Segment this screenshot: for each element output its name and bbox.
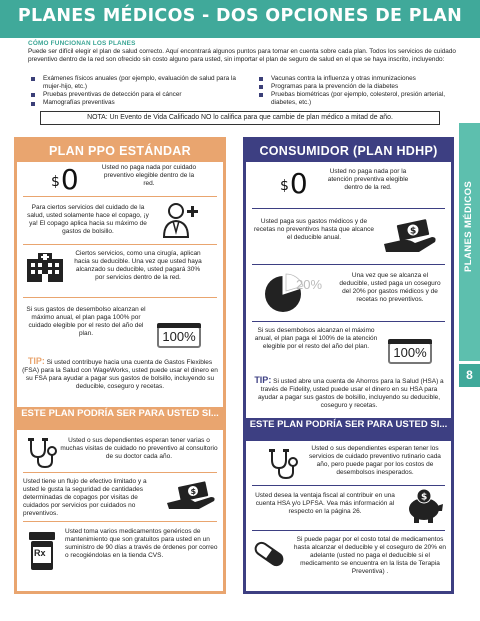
hdhp-item-medications: Si puede pagar por el costo total de medicamentos hasta alcanzar el deducible y el coseguro de 20% en adelante (usted no paga el deducible si el medicamento se encuentra en la lista de Terapia Preventiva) . — [293, 536, 447, 576]
hdhp-plan-panel — [243, 137, 454, 594]
page-number: 8 — [459, 364, 480, 387]
divider — [252, 264, 445, 265]
divider — [23, 472, 217, 473]
tip-text: Si usted contribuye hacia una cuenta de Gastos Flexibles (FSA) para la Salud con WageWorks, usted puede usar el dinero en su FSA para ayudar a pagar sus gastos de bolsillo, incluyendo su deducible, coseguro y recetas. — [22, 359, 218, 391]
list-item: Pruebas biométricas (por ejemplo, colesterol, presión arterial, diabetes, etc.) — [256, 91, 456, 107]
ppo-oop-max-text: Si sus gastos de desembolso alcanzan el máximo anual, el plan paga 100% por cuidado elegible por el resto del año del plan. — [26, 306, 146, 338]
page-banner — [0, 0, 480, 38]
pill-capsule-icon — [252, 540, 286, 568]
calendar-100-percent-icon: 100% — [157, 326, 201, 348]
calendar-100-percent-icon: 100% — [388, 342, 432, 364]
intro-text: Puede ser difícil elegir el plan de salud correcto. Aquí encontrará algunos puntos para tomar en cuenta sobre cada plan. Todos los servicios de cuidado preventivo dentro de la red son ofrecido sin costo alguno para usted, sin importar el plan de seguro de salud en el que se haya inscrito, incluyendo: — [28, 48, 456, 63]
zero-amount: 0 — [60, 163, 79, 196]
divider — [252, 530, 445, 531]
list-item: Programas para la prevención de la diabetes — [256, 83, 456, 91]
zero-cost-figure — [280, 167, 308, 200]
tip-label: TIP: — [27, 356, 45, 366]
side-tab-label: PLANES MÉDICOS — [463, 180, 474, 272]
stethoscope-icon — [25, 437, 59, 469]
svg-text:$: $ — [190, 487, 197, 496]
ppo-surgery-text: Ciertos servicios, como una cirugía, aplican hacia su deducible. Una vez que usted haya alcanzado su deducible, usted pagará 30% por servicios dentro de la red. — [74, 250, 202, 282]
zero-amount: 0 — [289, 167, 308, 200]
pie-percent-label: 20% — [296, 277, 323, 292]
svg-text:$: $ — [410, 226, 417, 237]
ppo-for-you-heading: ESTE PLAN PODRÍA SER PARA USTED SI... — [17, 407, 223, 430]
bullet-list-left — [28, 75, 248, 107]
ppo-item-medications: Usted toma varios medicamentos genéricos de mantenimiento que son gratuitos para usted en un suministro de 90 días a través de órdenes por correo o recogiéndolas en la tienda CVS. — [65, 528, 218, 560]
list-item: Vacunas contra la influenza y otras inmunizaciones — [256, 75, 456, 83]
hdhp-expenses-text: Usted paga sus gastos médicos y de recetas no preventivos hasta que alcance el deducible anual. — [254, 218, 374, 242]
hdhp-item-tax-advantage: Usted desea la ventaja fiscal al contribuir en una cuenta HSA y/o LPFSA. Vea más información al respecto en la página 26. — [255, 492, 395, 516]
currency-symbol: $ — [51, 174, 60, 190]
note-box: NOTA: Un Evento de Vida Calificado NO lo califica para que cambie de plan médico a mitad de año. — [40, 111, 440, 125]
divider — [252, 321, 445, 322]
divider — [23, 297, 217, 298]
currency-symbol: $ — [280, 178, 289, 194]
doctor-icon — [161, 202, 201, 238]
divider — [23, 521, 217, 522]
divider — [252, 485, 445, 486]
ppo-copay-text: Para ciertos servicios del cuidado de la salud, usted solamente hace el copago, ¡y ya! El copago aplica hacia su máximo de gastos de bolsillo. — [27, 204, 149, 236]
zero-cost-figure — [51, 163, 79, 196]
hdhp-coinsurance-text: Una vez que se alcanza el deducible, usted paga un coseguro del 20% por gastos médicos y de recetas no preventivos. — [339, 272, 441, 304]
hdhp-plan-title: CONSUMIDOR (PLAN HDHP) — [246, 140, 451, 162]
hospital-icon — [25, 251, 65, 283]
ppo-plan-title: PLAN PPO ESTÁNDAR — [17, 140, 223, 162]
hdhp-for-you-heading: ESTE PLAN PODRÍA SER PARA USTED SI... — [246, 418, 451, 441]
bullet-list-right — [256, 75, 456, 107]
rx-label: Rx — [34, 548, 46, 558]
divider — [23, 196, 217, 197]
divider — [252, 208, 445, 209]
list-item: Exámenes físicos anuales (por ejemplo, evaluación de salud para la mujer-hijo, etc.) — [28, 75, 248, 91]
hdhp-tip — [250, 376, 448, 410]
intro-heading: CÓMO FUNCIONAN LOS PLANES — [28, 40, 136, 47]
page-title: PLANES MÉDICOS - DOS OPCIONES DE PLAN — [17, 6, 463, 26]
tip-label: TIP: — [254, 375, 272, 385]
list-item: Pruebas preventivas de detección para el cáncer — [28, 91, 248, 99]
ppo-plan-panel — [14, 137, 226, 594]
ppo-preventive-text: Usted no paga nada por cuidado preventivo elegible dentro de la red. — [101, 164, 197, 188]
hdhp-item-preventive: Usted o sus dependientes esperan tener los servicios de cuidado preventivo rutinario cada año, pero puede pagar por los costos de desembolsos inesperados. — [309, 445, 441, 477]
cash-in-hand-icon — [382, 218, 440, 256]
list-item: Mamografías preventivas — [28, 99, 248, 107]
svg-text:$: $ — [421, 492, 428, 503]
ppo-item-visits: Usted o sus dependientes esperan tener varias o muchas visitas de cuidado no preventivo al consultorio de su doctor cada año. — [60, 437, 218, 461]
ppo-item-cashflow: Usted tiene un flujo de efectivo limitado y a usted le gusta la seguridad de cantidades determinadas de copagos por visitas de cuidados por servicios por cuidados no preventivos. — [23, 478, 147, 518]
hdhp-preventive-text: Usted no paga nada por la atención preventiva elegible dentro de la red. — [327, 168, 409, 192]
stethoscope-icon — [266, 448, 300, 480]
divider — [23, 244, 217, 245]
piggy-bank-icon — [404, 488, 444, 524]
hdhp-oop-max-text: Si sus desembolsos alcanzan el máximo anual, el plan paga el 100% de la atención elegible por el resto del año del plan. — [254, 327, 378, 351]
intro-section — [28, 40, 456, 64]
tip-text: Si usted abre una cuenta de Ahorros para la Salud (HSA) a través de Fidelity, usted puede usar el dinero en su HSA para ayudar a pagar sus gastos de bolsillo, incluyendo su deducible, coseguro y recetas. — [257, 378, 444, 410]
cash-in-hand-icon — [165, 481, 219, 511]
ppo-tip — [21, 357, 219, 391]
